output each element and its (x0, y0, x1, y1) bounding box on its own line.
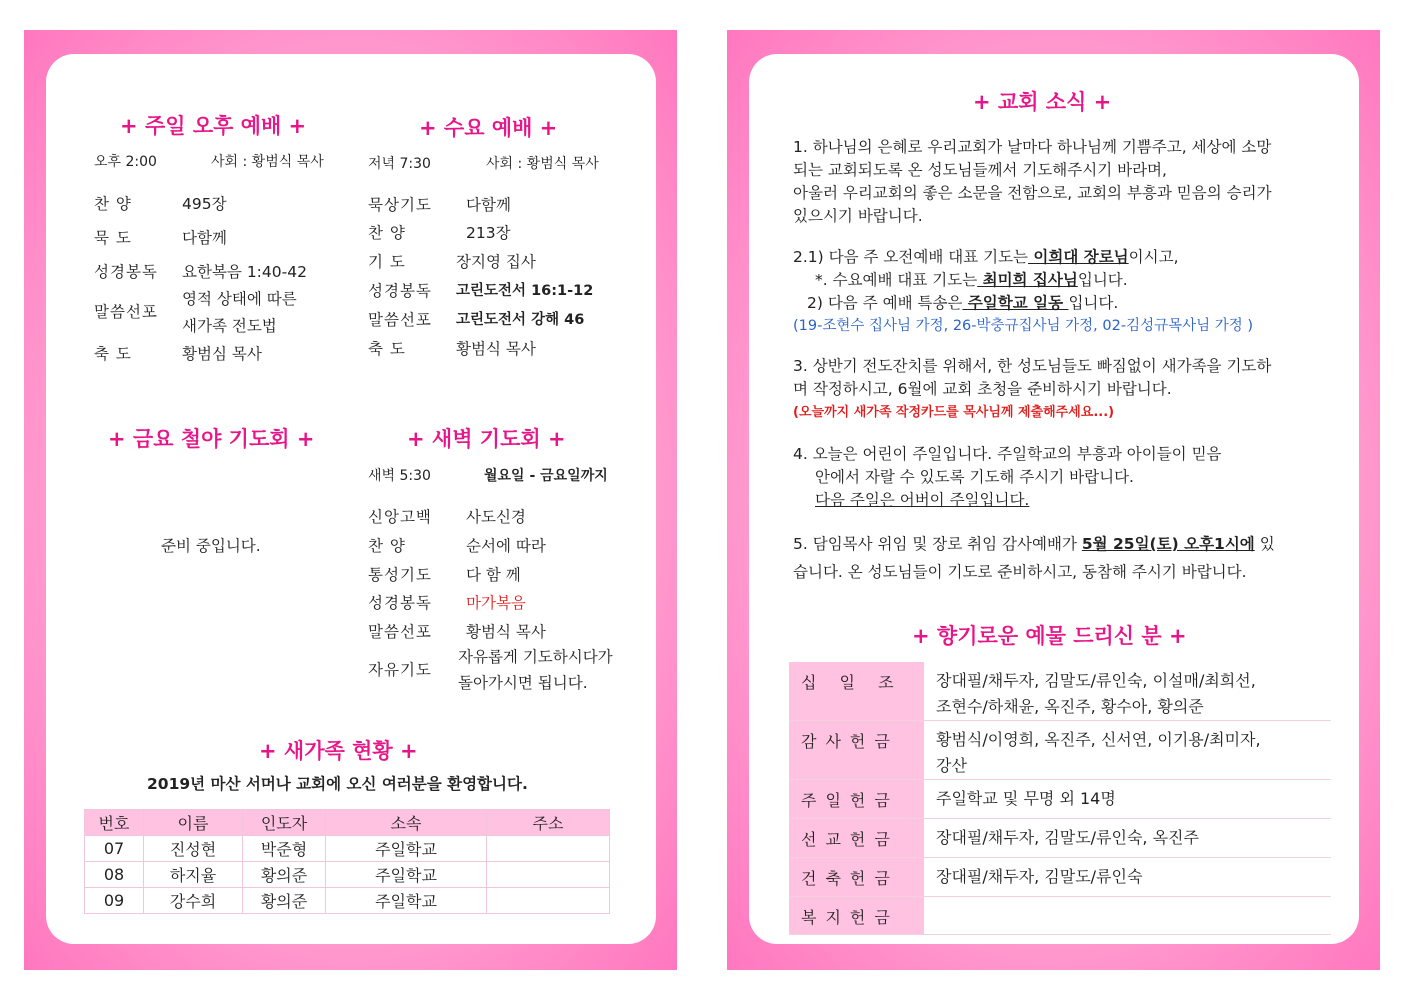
right-page (727, 30, 1380, 970)
dawn-label-creed: 신앙고백 (368, 508, 432, 526)
offering-value-tithe (924, 662, 1331, 721)
news-1-line-3: 아울러 우리교회의 좋은 소문을 전함으로, 교회의 부흥과 믿음의 승리가 (793, 184, 1272, 202)
wednesday-value-meditation: 다함께 (466, 196, 511, 214)
offering-row (789, 819, 1331, 858)
new-family-title: + 새가족 현황 + (259, 739, 418, 763)
cell-guide: 박준형 (243, 836, 326, 862)
cell-address (487, 836, 610, 862)
col-guide-header: 인도자 (243, 810, 326, 836)
news-1-line-4: 있으시기 바랍니다. (793, 207, 923, 225)
offering-value-building: 장대필/채두자, 김말도/류인숙 (924, 858, 1331, 897)
news-3-line-3: (오늘까지 새가족 작정카드를 목사님께 제출해주세요...) (793, 405, 1115, 420)
wednesday-value-hymn: 213장 (466, 224, 511, 242)
left-page (24, 30, 677, 970)
sunday-value-reading: 요한복음 1:40-42 (182, 263, 307, 281)
sunday-value-benediction: 황범심 목사 (182, 345, 262, 363)
news-4-line-1: 4. 오늘은 어린이 주일입니다. 주일학교의 부흥과 아이들이 믿음 (793, 445, 1222, 463)
dawn-value-creed: 사도신경 (466, 508, 526, 526)
sunday-service-title: + 주일 오후 예배 + (120, 114, 307, 138)
offering-value-sunday: 주일학교 및 무명 외 14명 (924, 780, 1331, 819)
col-group-header: 소속 (326, 810, 487, 836)
sunday-label-benediction: 축 도 (94, 345, 132, 363)
offering-label-mission: 선교헌금 (789, 819, 924, 858)
dawn-value-hymn: 순서에 따라 (466, 537, 546, 555)
table-row (85, 888, 610, 914)
wednesday-label-benediction: 축 도 (368, 340, 406, 358)
offering-row (789, 780, 1331, 819)
cell-guide: 황의준 (243, 888, 326, 914)
sunday-value-sermon-2: 새가족 전도법 (182, 317, 277, 335)
news-2-line-2 (793, 269, 1253, 292)
sunday-label-silent: 묵 도 (94, 229, 132, 247)
dawn-label-hymn: 찬 양 (368, 537, 406, 555)
sunday-host: 사회 : 황범식 목사 (211, 154, 324, 170)
news-2-song-lead: 2) 다음 주 예배 특송은 (807, 294, 963, 312)
news-5-line-2: 습니다. 온 성도님들이 기도로 준비하시고, 동참해 주시기 바랍니다. (793, 563, 1247, 581)
news-2-wed-leader: 최미희 집사님 (977, 271, 1078, 289)
wednesday-label-meditation: 묵상기도 (368, 196, 432, 214)
sunday-value-hymn: 495장 (182, 195, 227, 213)
offering-row (789, 662, 1331, 721)
wednesday-label-reading: 성경봉독 (368, 282, 432, 300)
news-2-line-1 (793, 246, 1253, 269)
col-address-header: 주소 (487, 810, 610, 836)
dawn-label-sermon: 말씀선포 (368, 623, 432, 641)
table-row (85, 862, 610, 888)
news-4-line-2: 안에서 자랄 수 있도록 기도해 주시기 바랍니다. (815, 468, 1134, 486)
left-page-card (46, 54, 656, 944)
new-family-table (84, 809, 610, 914)
cell-address (487, 888, 610, 914)
wednesday-host: 사회 : 황범식 목사 (486, 156, 599, 172)
sunday-label-reading: 성경봉독 (94, 263, 158, 281)
news-2-prayer-leader: 이희대 장로님 (1028, 248, 1129, 266)
news-2-song-group: 주일학교 일동 (962, 294, 1069, 312)
cell-name: 진성현 (144, 836, 243, 862)
news-2-line-3 (793, 292, 1253, 315)
news-5-tail: 있 (1254, 535, 1275, 553)
wednesday-value-sermon: 고린도전서 강해 46 (456, 312, 585, 328)
cell-group: 주일학교 (326, 836, 487, 862)
cell-name: 강수희 (144, 888, 243, 914)
cell-number: 09 (85, 888, 144, 914)
news-1-line-1: 1. 하나님의 은혜로 우리교회가 날마다 하나님께 기쁨주고, 세상에 소망 (793, 138, 1272, 156)
dawn-label-prayer: 통성기도 (368, 566, 432, 584)
dawn-value-free-prayer: 자유롭게 기도하시다가 (458, 648, 613, 666)
news-3-line-2: 며 작정하시고, 6월에 교회 초청을 준비하시기 바랍니다. (793, 380, 1172, 398)
cell-number: 07 (85, 836, 144, 862)
offering-value-tithe-1: 장대필/채두자, 김말도/류인숙, 이설매/최희선, (936, 671, 1256, 690)
dawn-value-reading: 마가복음 (466, 594, 526, 612)
news-2-wed-lead: *. 수요예배 대표 기도는 (815, 271, 978, 289)
church-news-title: + 교회 소식 + (973, 90, 1112, 114)
friday-prayer-note: 준비 중입니다. (161, 537, 261, 555)
friday-prayer-title: + 금요 철야 기도회 + (108, 427, 315, 451)
offering-row (789, 721, 1331, 780)
right-page-card (749, 54, 1359, 944)
offering-label-sunday: 주일헌금 (789, 780, 924, 819)
wednesday-label-hymn: 찬 양 (368, 224, 406, 242)
news-2-prayer-lead: 2.1) 다음 주 오전예배 대표 기도는 (793, 248, 1029, 266)
news-4-line-3: 다음 주일은 어버이 주일입니다. (815, 491, 1030, 509)
offering-title: + 향기로운 예물 드리신 분 + (912, 624, 1187, 648)
news-3-line-1: 3. 상반기 전도잔치를 위해서, 한 성도님들도 빠짐없이 새가족을 기도하 (793, 357, 1272, 375)
new-family-header-row (85, 810, 610, 836)
dawn-days: 월요일 - 금요일까지 (484, 468, 608, 484)
cell-group: 주일학교 (326, 888, 487, 914)
news-2-line-4: (19-조현수 집사님 가정, 26-박충규집사님 가정, 02-김성규목사님 가정 ) (793, 318, 1254, 334)
dawn-value-free-prayer-2: 돌아가시면 됩니다. (458, 674, 588, 692)
offering-label-tithe: 십 일 조 (789, 662, 924, 721)
wednesday-time: 저녁 7:30 (368, 156, 431, 172)
cell-guide: 황의준 (243, 862, 326, 888)
cell-name: 하지율 (144, 862, 243, 888)
sunday-time: 오후 2:00 (94, 154, 157, 170)
wednesday-service-title: + 수요 예배 + (419, 116, 558, 140)
news-item-2 (793, 246, 1253, 338)
news-2-wed-tail: 입니다. (1077, 271, 1128, 289)
news-1-line-2: 되는 교회되도록 온 성도님들께서 기도해주시기 바라며, (793, 161, 1167, 179)
news-2-prayer-tail: 이시고, (1128, 248, 1179, 266)
wednesday-label-sermon: 말씀선포 (368, 311, 432, 329)
wednesday-label-prayer: 기 도 (368, 253, 406, 271)
col-number-header: 번호 (85, 810, 144, 836)
news-item-5 (793, 530, 1275, 586)
offering-value-mission: 장대필/채두자, 김말도/류인숙, 옥진주 (924, 819, 1331, 858)
offering-value-welfare (924, 897, 1331, 935)
offering-value-thanks-1: 황범식/이영희, 옥진주, 신서연, 이기용/최미자, (936, 730, 1261, 749)
dawn-time: 새벽 5:30 (368, 468, 431, 484)
dawn-label-reading: 성경봉독 (368, 594, 432, 612)
news-5-date: 5월 25일(토) 오후1시에 (1081, 535, 1255, 553)
offering-label-building: 건축헌금 (789, 858, 924, 897)
offering-row (789, 897, 1331, 935)
news-5-line-1 (793, 530, 1275, 558)
dawn-value-sermon: 황범식 목사 (466, 623, 546, 641)
offering-table (789, 662, 1331, 935)
offering-row (789, 858, 1331, 897)
cell-address (487, 862, 610, 888)
new-family-subtitle: 2019년 마산 서머나 교회에 오신 여러분을 환영합니다. (147, 775, 528, 793)
cell-number: 08 (85, 862, 144, 888)
wednesday-value-prayer: 장지영 집사 (456, 253, 536, 271)
dawn-prayer-title: + 새벽 기도회 + (407, 427, 566, 451)
news-item-4 (793, 443, 1222, 512)
offering-label-thanks: 감사헌금 (789, 721, 924, 780)
offering-value-thanks-2: 강산 (936, 756, 967, 775)
cell-group: 주일학교 (326, 862, 487, 888)
sunday-value-silent: 다함께 (182, 229, 227, 247)
dawn-value-prayer: 다 함 께 (466, 566, 521, 584)
offering-value-tithe-2: 조현수/하채윤, 옥진주, 황수아, 황의준 (936, 697, 1204, 716)
offering-label-welfare: 복지헌금 (789, 897, 924, 935)
sunday-value-sermon: 영적 상태에 따른 (182, 290, 297, 308)
offering-value-thanks (924, 721, 1331, 780)
sunday-label-sermon: 말씀선포 (94, 303, 158, 321)
news-5-lead: 5. 담임목사 위임 및 장로 취임 감사예배가 (793, 535, 1082, 553)
col-name-header: 이름 (144, 810, 243, 836)
table-row (85, 836, 610, 862)
news-item-1 (793, 136, 1272, 228)
dawn-label-free-prayer: 자유기도 (368, 661, 432, 679)
news-item-3 (793, 355, 1271, 424)
wednesday-value-reading: 고린도전서 16:1-12 (456, 283, 594, 299)
sunday-label-hymn: 찬 양 (94, 195, 132, 213)
news-2-song-tail: 입니다. (1068, 294, 1119, 312)
wednesday-value-benediction: 황범식 목사 (456, 340, 536, 358)
